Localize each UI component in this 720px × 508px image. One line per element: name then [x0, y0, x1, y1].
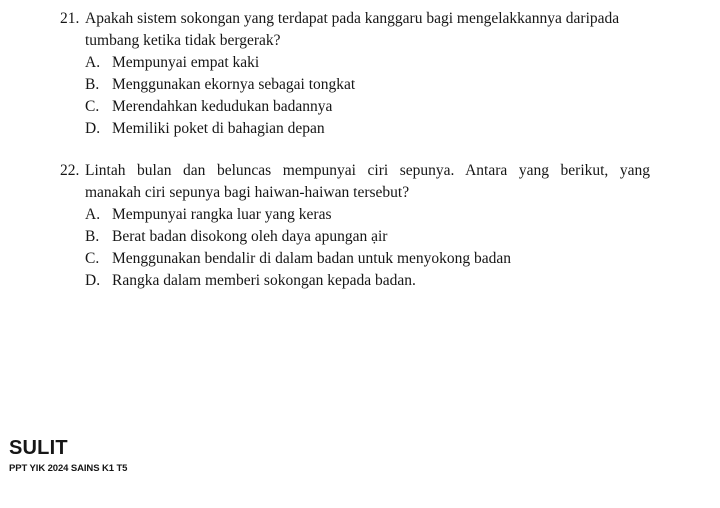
option-text: Menggunakan ekornya sebagai tongkat	[112, 76, 356, 93]
question-stem-line-1: Apakah sistem sokongan yang terdapat pada kanggaru bagi mengelakkannya daripada	[85, 10, 620, 27]
option-text: Memiliki poket di bahagian depan	[112, 120, 325, 137]
option-letter: A.	[85, 54, 101, 71]
option-a[interactable]	[85, 52, 650, 74]
option-text: Mempunyai rangka luar yang keras	[112, 206, 332, 223]
option-b[interactable]	[85, 226, 650, 248]
option-d[interactable]	[85, 270, 650, 292]
option-b[interactable]	[85, 74, 650, 96]
option-text: Rangka dalam memberi sokongan kepada badan.	[112, 272, 416, 289]
option-c[interactable]	[85, 248, 650, 270]
option-a[interactable]	[85, 204, 650, 226]
question-22	[60, 160, 650, 292]
classification-label: SULIT	[9, 437, 68, 459]
option-letter: B.	[85, 228, 100, 245]
option-text: Merendahkan kedudukan badannya	[112, 98, 333, 115]
option-text: Mempunyai empat kaki	[112, 54, 260, 71]
question-stem	[60, 8, 650, 30]
question-stem	[60, 160, 650, 182]
option-d[interactable]	[85, 118, 650, 140]
option-c[interactable]	[85, 96, 650, 118]
question-number: 22.	[60, 162, 80, 179]
option-text: Berat badan disokong oleh daya apungan ạir	[112, 228, 388, 245]
question-stem-line-2: tumbang ketika tidak bergerak?	[85, 32, 281, 49]
option-letter: D.	[85, 272, 101, 289]
option-letter: C.	[85, 250, 100, 267]
paper-code: PPT YIK 2024 SAINS K1 T5	[9, 463, 128, 474]
question-stem-continued	[60, 182, 650, 204]
option-letter: C.	[85, 98, 100, 115]
option-letter: D.	[85, 120, 101, 137]
option-letter: B.	[85, 76, 100, 93]
question-stem-line-1: Lintah bulan dan beluncas mempunyai ciri sepunya. Antara yang berikut, yang	[85, 162, 650, 179]
question-number: 21.	[60, 10, 80, 27]
question-stem-continued	[60, 30, 650, 52]
option-text: Menggunakan bendalir di dalam badan untuk menyokong badan	[112, 250, 512, 267]
question-stem-line-2: manakah ciri sepunya bagi haiwan-haiwan tersebut?	[85, 184, 410, 201]
option-letter: A.	[85, 206, 101, 223]
question-21	[60, 8, 650, 140]
